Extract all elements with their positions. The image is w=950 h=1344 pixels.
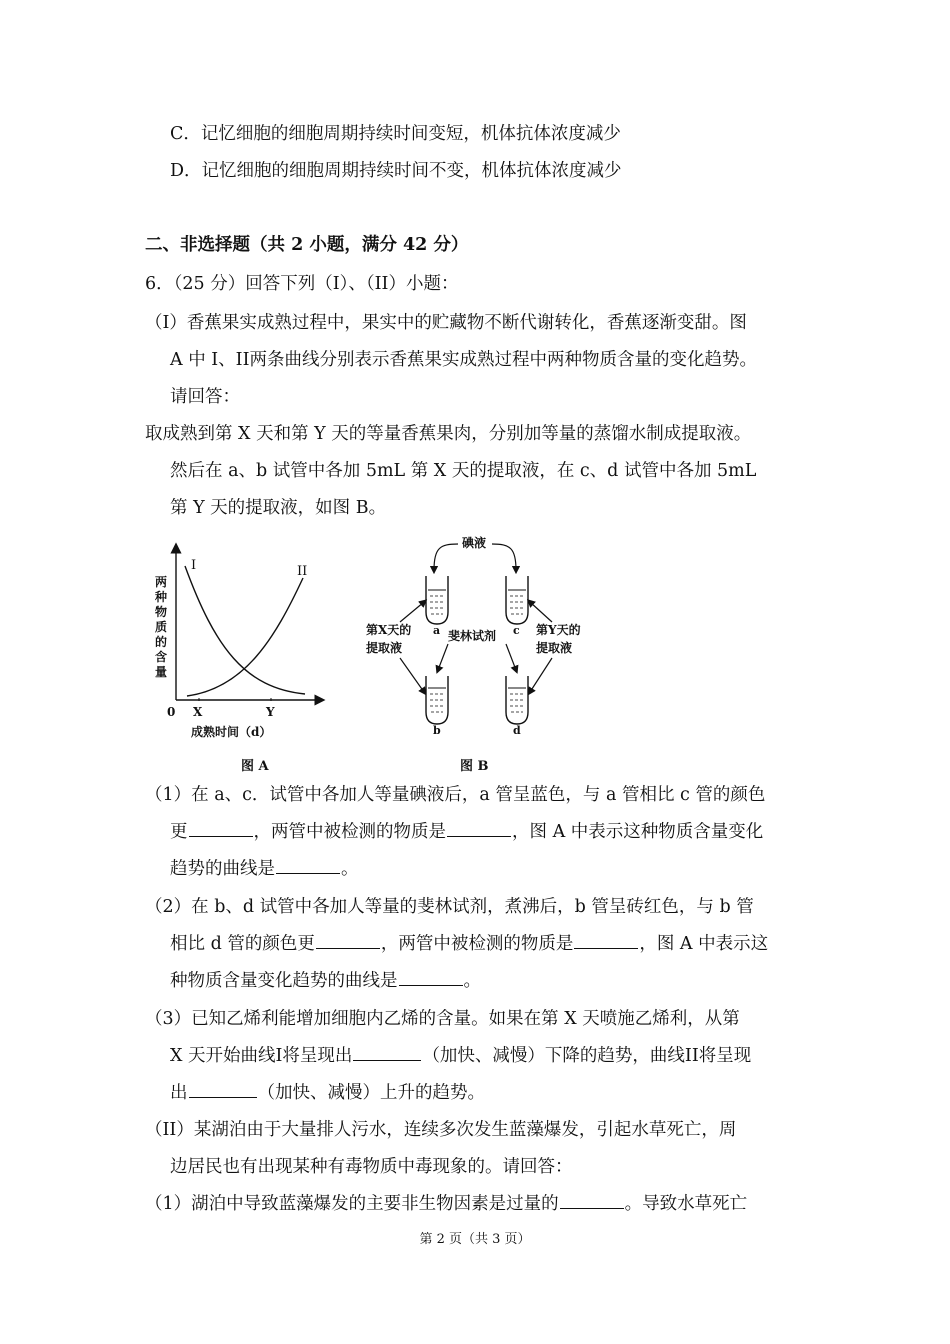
fig-a-origin: 0 — [167, 705, 176, 719]
fig-a-ylabel-char: 的 — [155, 635, 168, 649]
fig-b-right-label-1: 第Y天的 — [536, 623, 581, 637]
fig-a-curve-1-label: I — [191, 558, 197, 573]
fig-b-middle-label: 斐林试剂 — [448, 629, 497, 643]
sub1-line-3: 趋势的曲线是 。 — [170, 859, 359, 879]
fig-a-caption: 图 A — [241, 759, 269, 774]
answer-blank[interactable] — [189, 1081, 257, 1098]
part2-line-1: （II）某湖泊由于大量排人污水，连续多次发生蓝藻爆发，引起水草死亡，周 — [145, 1120, 737, 1140]
part1-line-2: A 中 I、II两条曲线分别表示香蕉果实成熟过程中两种物质含量的变化趋势。 — [170, 350, 757, 370]
fig-b-tube-d — [506, 676, 528, 724]
fig-a-ylabel-char: 量 — [155, 665, 168, 679]
fig-a-ylabel-char: 质 — [155, 620, 168, 634]
fig-a-ylabel-char: 含 — [155, 650, 168, 664]
sub2-line-3: 种物质含量变化趋势的曲线是 。 — [170, 971, 481, 991]
answer-blank[interactable] — [399, 969, 463, 986]
fig-a-curve-2-label: II — [297, 564, 308, 579]
sub3-line-3: 出 （加快、减慢）上升的趋势。 — [170, 1083, 485, 1103]
fig-a-xlabel: 成熟时间（d） — [191, 725, 272, 739]
fig-b-tube-c-label: c — [513, 624, 520, 637]
fig-b-left-label-1: 第X天的 — [366, 623, 412, 637]
answer-blank[interactable] — [276, 857, 340, 874]
page-footer: 第 2 页（共 3 页） — [419, 1232, 531, 1247]
fig-a-ylabel-char: 两 — [155, 575, 168, 589]
part2-line-2: 边居民也有出现某种有毒物质中毒现象的。请回答： — [170, 1157, 573, 1177]
sub2-line-2: 相比 d 管的颜色更 ，两管中被检测的物质是 ，图 A 中表示这 — [170, 934, 769, 954]
fig-a-y-tick: Y — [266, 705, 275, 719]
fig-b-tube-b — [426, 676, 448, 724]
answer-blank[interactable] — [560, 1192, 624, 1209]
part1-line-4: 取成熟到第 X 天和第 Y 天的等量香蕉果肉，分别加等量的蒸馏水制成提取液。 — [145, 424, 752, 444]
figure-b — [360, 530, 600, 780]
answer-blank[interactable] — [447, 820, 511, 837]
sub3-line-1: （3）已知乙烯利能增加细胞内乙烯的含量。如果在第 X 天喷施乙烯利，从第 — [145, 1009, 740, 1029]
fig-a-x-tick: X — [193, 705, 203, 719]
part2-sub1: （1）湖泊中导致蓝藻爆发的主要非生物因素是过量的 。导致水草死亡 — [145, 1194, 748, 1214]
fig-b-tube-a-label: a — [433, 624, 441, 637]
fig-b-tube-c — [506, 576, 528, 624]
answer-blank[interactable] — [189, 820, 253, 837]
answer-blank[interactable] — [353, 1044, 421, 1061]
fig-b-caption: 图 B — [460, 759, 489, 774]
sub2-line-1: （2）在 b、d 试管中各加人等量的斐林试剂，煮沸后，b 管呈砖红色，与 b 管 — [145, 897, 754, 917]
question-stem: 6．（25 分）回答下列（I）、（II）小题： — [145, 274, 459, 294]
option-d: D．记忆细胞的细胞周期持续时间不变，机体抗体浓度减少 — [170, 161, 622, 181]
section-heading: 二、非选择题（共 2 小题，满分 42 分） — [145, 235, 469, 255]
fig-b-tube-a — [426, 576, 448, 624]
sub1-line-1: （1）在 a、c．试管中各加人等量碘液后，a 管呈蓝色，与 a 管相比 c 管的颜色 — [145, 785, 766, 805]
figure-a — [145, 538, 335, 778]
part1-line-3: 请回答： — [170, 387, 240, 407]
part1-line-1: （I）香蕉果实成熟过程中，果实中的贮藏物不断代谢转化，香蕉逐渐变甜。图 — [145, 313, 747, 333]
fig-b-left-label-2: 提取液 — [366, 641, 403, 655]
answer-blank[interactable] — [574, 932, 638, 949]
fig-b-tube-b-label: b — [433, 724, 441, 737]
fig-a-curve-1 — [185, 564, 308, 694]
sub3-line-2: X 天开始曲线I将呈现出 （加快、减慢）下降的趋势，曲线II将呈现 — [170, 1046, 752, 1066]
fig-b-top-label: 碘液 — [462, 536, 487, 550]
part1-line-5: 然后在 a、b 试管中各加 5mL 第 X 天的提取液，在 c、d 试管中各加 5mL — [170, 461, 757, 481]
fig-a-ylabel-char: 种 — [155, 590, 168, 604]
part1-line-6: 第 Y 天的提取液，如图 B。 — [170, 498, 387, 518]
fig-b-tube-d-label: d — [513, 724, 521, 737]
sub1-line-2: 更 ，两管中被检测的物质是 ，图 A 中表示这种物质含量变化 — [170, 822, 764, 842]
fig-a-curve-2 — [187, 578, 303, 696]
fig-a-ylabel-char: 物 — [155, 605, 168, 619]
answer-blank[interactable] — [316, 932, 380, 949]
fig-b-right-label-2: 提取液 — [536, 641, 573, 655]
option-c: C．记忆细胞的细胞周期持续时间变短，机体抗体浓度减少 — [170, 124, 621, 144]
